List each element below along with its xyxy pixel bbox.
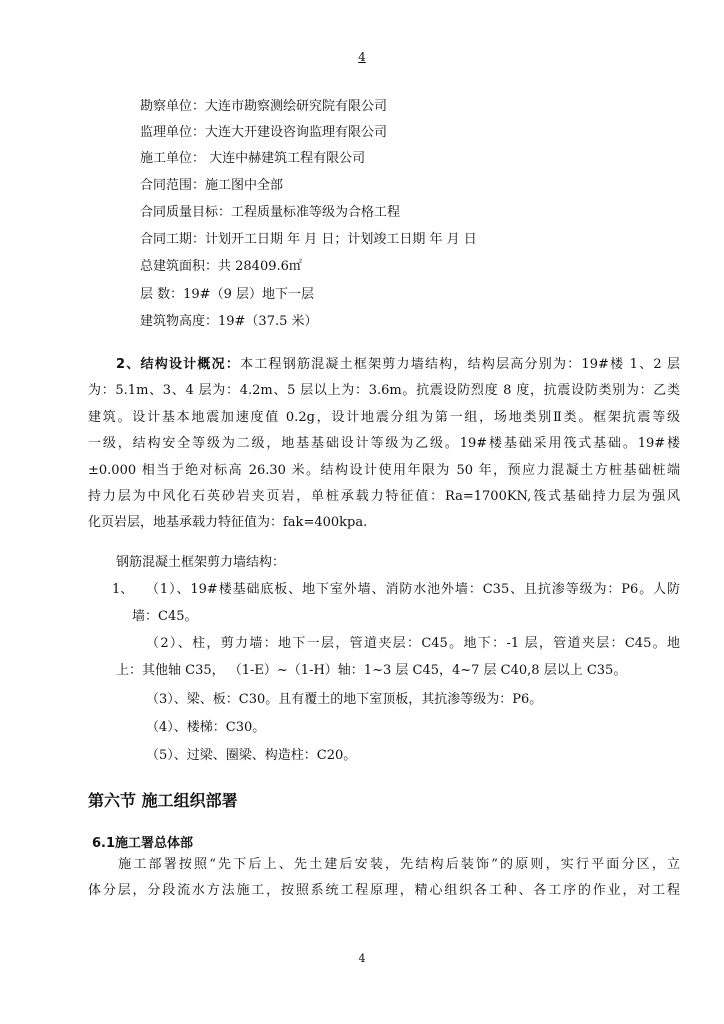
info-contract-scope: 合同范围：施工图中全部 [140,178,284,193]
paragraph-line: ±0.000 相当于绝对标高 26.30 米。结构设计使用年限为 50 年，预应力混凝土方桩基础桩端 [88,462,680,478]
paragraph-line: 建筑。设计基本地震加速度值 0.2g，设计地震分组为第一组，场地类别Ⅱ类。框架抗震等级 [88,409,680,425]
info-construction-unit: 施工单位： 大连中赫建筑工程有限公司 [140,151,366,166]
structure-intro: 钢筋混凝土框架剪力墙结构： [116,555,286,570]
subsection-title: 6.1施工署总体部 [92,836,194,851]
section-title: 第六节 施工组织部署 [88,791,238,810]
paragraph-line: 为：5.1m、3、4 层为：4.2m、5 层以上为：3.6m。抗震设防烈度 8 度，抗震设防类别为：乙类 [88,383,680,399]
page-number-top: 4 [358,50,366,64]
item3: （3）、梁、板：C30。且有覆土的地下室顶板，其抗渗等级为：P6。 [146,692,543,707]
info-survey-unit: 勘察单位：大连市勘察测绘研究院有限公司 [140,99,388,114]
paragraph-line: 体分层，分段流水方法施工，按照系统工程原理，精心组织各工种、各工序的作业，对工程 [88,883,680,899]
item1-line1: （1）、19#楼基础底板、地下室外墙、消防水池外墙：C35、且抗渗等级为：P6。人防 [146,582,680,597]
info-quality-target: 合同质量目标：工程质量标准等级为合格工程 [140,205,401,220]
info-total-area: 总建筑面积：共 28409.6㎡ [140,259,302,274]
item4: （4）、楼梯：C30。 [146,720,266,735]
paragraph-line: 一级，结构安全等级为二级，地基基础设计等级为乙级。19#楼基础采用筏式基础。19#楼 [88,436,680,452]
info-supervision-unit: 监理单位：大连大开建设咨询监理有限公司 [140,125,388,140]
info-floors: 层 数：19#（9 层）地下一层 [140,287,314,302]
info-contract-period: 合同工期：计划开工日期 年 月 日；计划竣工日期 年 月 日 [140,232,477,247]
paragraph-line: 2、结构设计概况：本工程钢筋混凝土框架剪力墙结构，结构层高分别为：19#楼 1、2 层 [116,357,680,372]
paragraph-line: 化页岩层，地基承载力特征值为：fak=400kpa. [88,515,368,531]
page-number-bottom: 4 [358,952,366,965]
item5: （5）、过梁、圈梁、构造柱：C20。 [146,748,357,763]
info-building-height: 建筑物高度：19#（37.5 米） [140,314,318,329]
item2-line2: 上：其他轴 C35， （1-E）~（1-H）轴：1~3 层 C45，4~7 层 C40,8 层以上 C35。 [116,663,627,678]
paragraph-line: 持力层为中风化石英砂岩夹页岩，单桩承载力特征值：Ra=1700KN,筏式基础持力层为强风 [88,488,680,504]
item1-line2: 墙：C45。 [132,609,198,624]
item1-number: 1、 [112,582,134,597]
paragraph-line: 施工部署按照“先下后上、先土建后安装，先结构后装饰”的原则，实行平面分区，立 [116,857,680,872]
deployment-paragraph [88,852,680,905]
item2-line1: （2）、柱，剪力墙：地下一层，管道夹层：C45。地下：-1 层，管道夹层：C45。地 [146,636,680,651]
structure-heading: 2、结构设计概况： [116,357,241,372]
structure-paragraph [88,352,680,537]
